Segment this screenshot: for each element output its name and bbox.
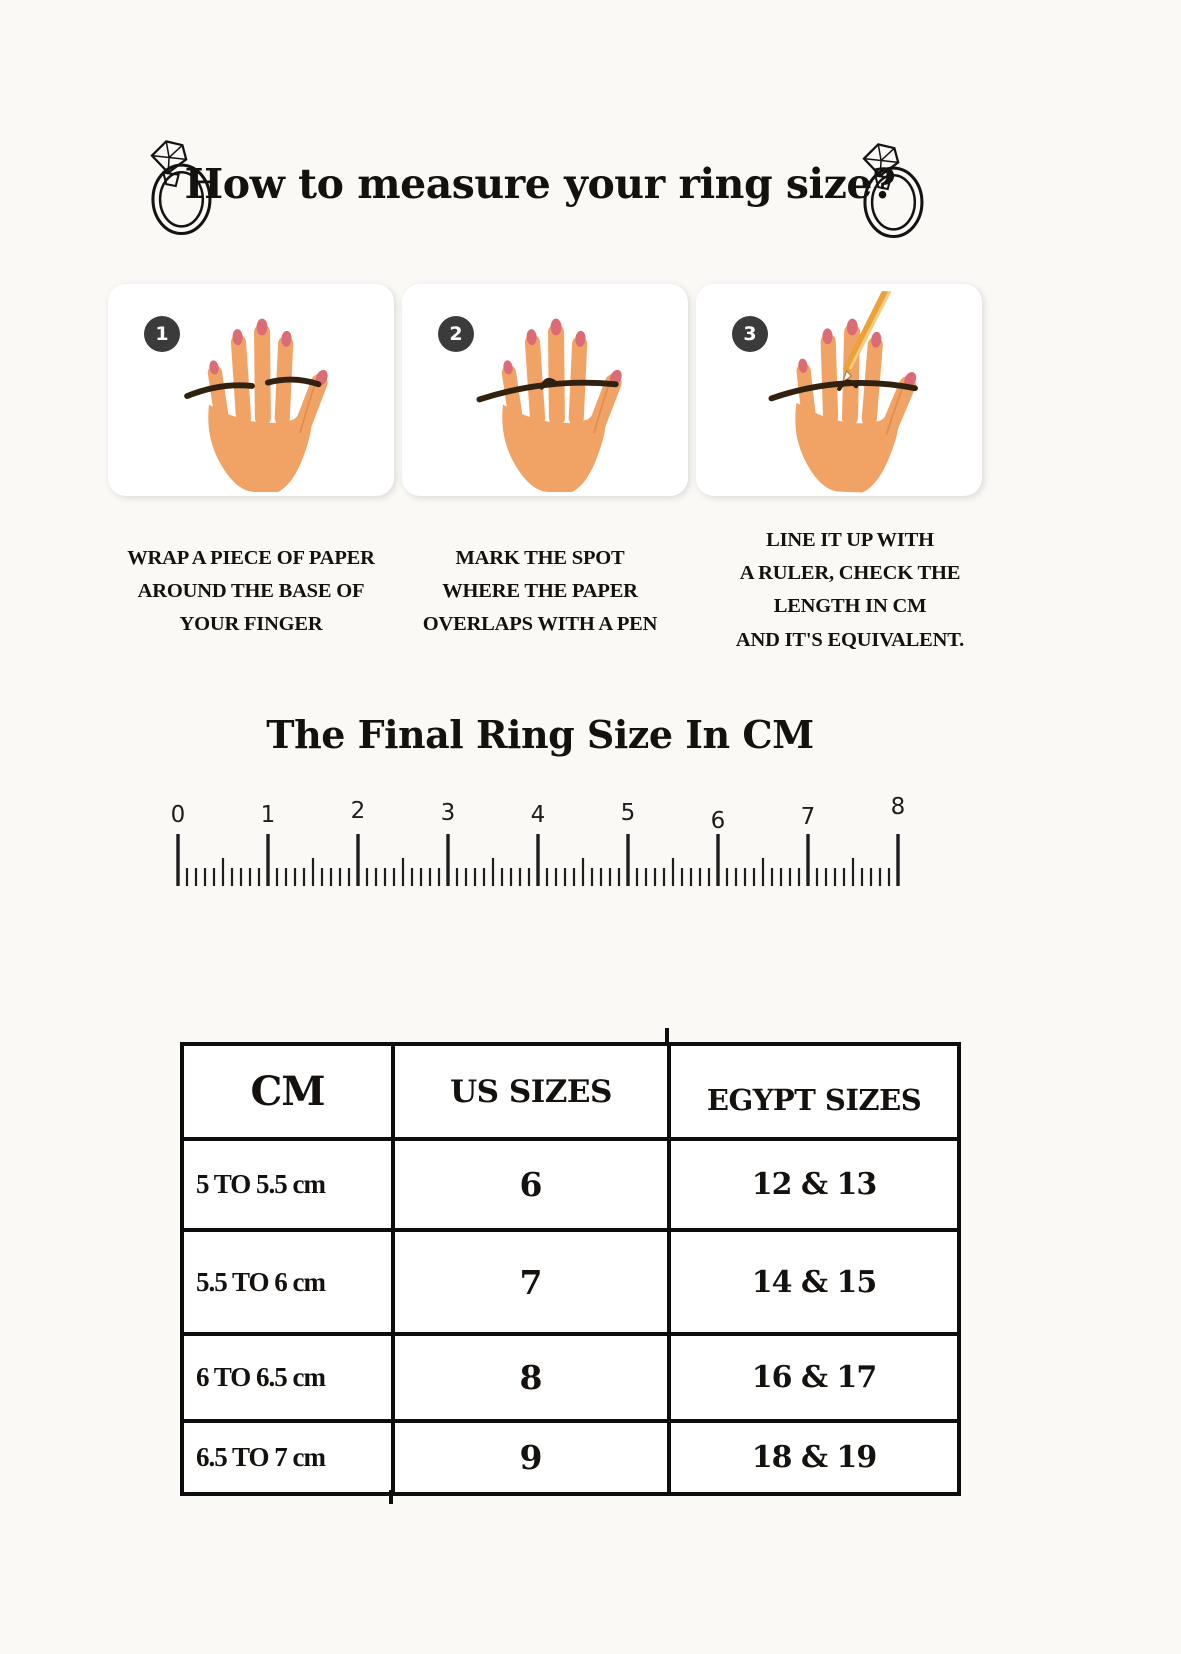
cell-us-size: 8 [393, 1334, 669, 1421]
svg-text:8: 8 [890, 796, 906, 820]
step-number-badge: 2 [438, 316, 474, 352]
svg-text:2: 2 [350, 798, 366, 824]
hand-illustration-ruler-check [755, 287, 946, 495]
step-card-3 [696, 284, 982, 496]
table-line-artifact [665, 1028, 669, 1044]
svg-text:5: 5 [620, 800, 636, 826]
table-row [182, 1139, 959, 1230]
cell-egypt-size: 12 & 13 [669, 1139, 959, 1230]
caption-line: MARK THE SPOT [455, 547, 625, 569]
page-title: How to measure your ring size? [184, 160, 896, 208]
svg-text:6: 6 [710, 808, 726, 834]
caption-line: LENGTH IN CM [773, 595, 927, 618]
table-header-row [182, 1044, 959, 1139]
table-row [182, 1230, 959, 1334]
cell-cm-range: 5.5 TO 6 cm [182, 1230, 393, 1334]
header-egypt: EGYPT SIZES [669, 1044, 959, 1139]
table-row [182, 1421, 959, 1494]
cell-egypt-size: 18 & 19 [669, 1421, 959, 1494]
table-line-artifact [389, 1490, 393, 1504]
cell-cm-range: 6 TO 6.5 cm [182, 1334, 393, 1421]
cell-egypt-size: 14 & 15 [669, 1230, 959, 1334]
cm-ruler [168, 796, 908, 890]
step-number-badge: 3 [732, 316, 768, 352]
diamond-ring-icon [845, 133, 940, 245]
caption-line: AROUND THE BASE OF [137, 580, 365, 603]
svg-text:3: 3 [440, 800, 456, 826]
ring-size-table [180, 1042, 961, 1496]
svg-text:0: 0 [170, 802, 186, 828]
cell-egypt-size: 16 & 17 [669, 1334, 959, 1421]
cell-cm-range: 6.5 TO 7 cm [182, 1421, 393, 1494]
ruler-section-heading: The Final Ring Size In CM [266, 712, 814, 757]
cell-us-size: 7 [393, 1230, 669, 1334]
caption-line: OVERLAPS WITH A PEN [422, 613, 658, 636]
step-caption-2 [380, 542, 700, 642]
step-card-2 [402, 284, 688, 496]
svg-text:1: 1 [260, 802, 276, 828]
header-cm: CM [182, 1044, 393, 1139]
step-card-1 [108, 284, 394, 496]
caption-line: AND IT'S EQUIVALENT. [735, 628, 965, 651]
step-number-badge: 1 [144, 316, 180, 352]
cell-us-size: 9 [393, 1421, 669, 1494]
caption-line: WRAP A PIECE OF PAPER [127, 547, 375, 569]
hand-illustration-wrap-paper [170, 290, 354, 492]
caption-line: LINE IT UP WITH [766, 529, 934, 551]
cell-cm-range: 5 TO 5.5 cm [182, 1139, 393, 1230]
table-row [182, 1334, 959, 1421]
caption-line: YOUR FINGER [179, 613, 323, 636]
cell-us-size: 6 [393, 1139, 669, 1230]
step-caption-3 [690, 524, 1010, 657]
svg-text:7: 7 [800, 804, 816, 830]
caption-line: A RULER, CHECK THE [739, 562, 961, 585]
svg-text:4: 4 [530, 802, 546, 828]
header-us: US SIZES [393, 1044, 669, 1139]
step-caption-1 [91, 542, 411, 642]
hand-illustration-mark-spot [464, 290, 648, 492]
caption-line: WHERE THE PAPER [442, 580, 638, 603]
